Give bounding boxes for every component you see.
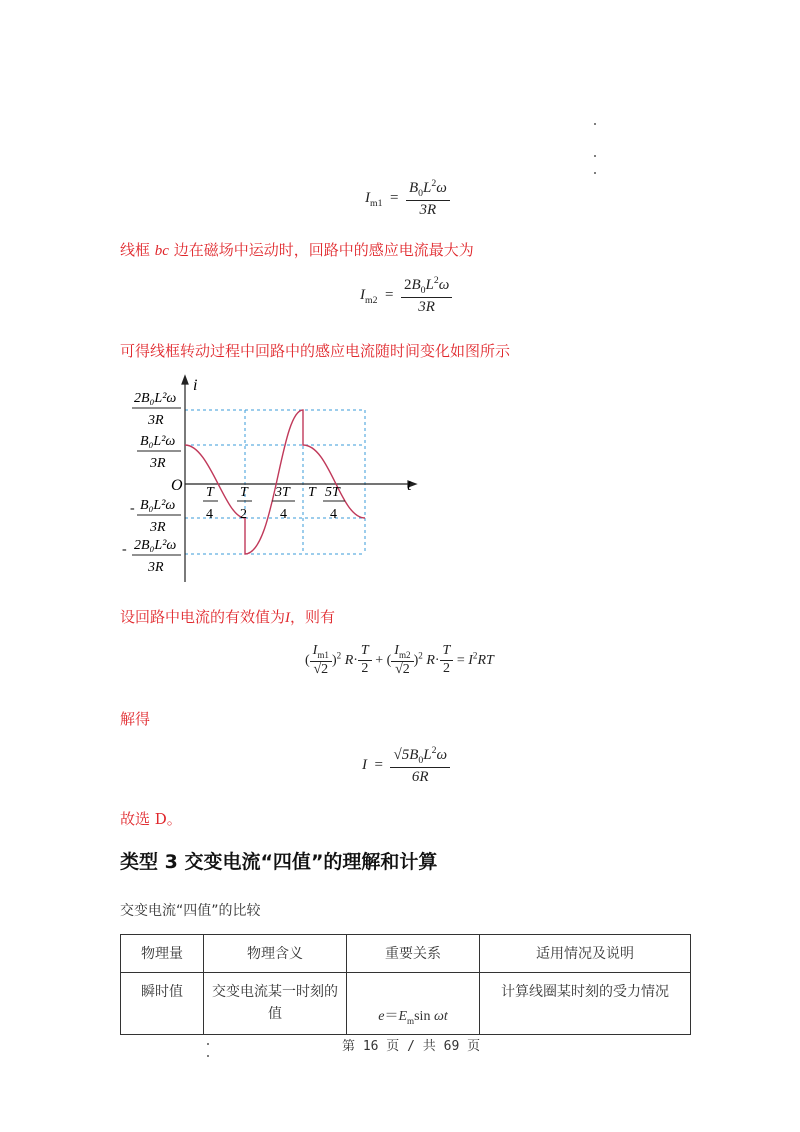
formula-im2: $I_{m2}$ = $\frac{2B_0L^2\omega}{3R}$ xyxy=(360,275,452,316)
y-tick-label: B₀L²ω xyxy=(140,498,176,513)
x-tick-label: 4 xyxy=(330,507,337,522)
x-tick-label: 4 xyxy=(206,507,213,522)
formula-im1: $I_{m1}$ = $\frac{B_0L^2\omega}{3R}$ xyxy=(365,178,450,219)
x-tick-label: 5T xyxy=(325,485,340,500)
stray-dot xyxy=(594,172,596,174)
x-tick-label: 4 xyxy=(280,507,287,522)
explanation-graph: 可得线框转动过程中回路中的感应电流随时间变化如图所示 xyxy=(120,342,511,360)
y-tick-label: 3R xyxy=(148,413,164,428)
effective-value-text: 设回路中电流的有效值为I，则有 xyxy=(120,608,336,626)
formula-effective-value: ( $\frac{I_{m1}}{√2}$ )$^2$ R· $\frac{T}{2}$ + ( $\frac{I_{m2}}{√2}$ )$^2$ R· $\frac{T}{2}$ = $I^2RT$ xyxy=(305,643,494,677)
table-cell: 交变电流某一时刻的值 xyxy=(204,973,347,1035)
y-tick-sign: - xyxy=(122,542,127,557)
y-tick-label: 2B₀L²ω xyxy=(134,538,177,553)
table-header-cell: 物理量 xyxy=(121,935,204,973)
y-tick-label: 3R xyxy=(150,456,166,471)
table-header-cell: 重要关系 xyxy=(347,935,480,973)
explanation-bc-edge: 线框 bc 边在磁场中运动时，回路中的感应电流最大为 xyxy=(120,241,474,259)
table-caption: 交变电流“四值”的比较 xyxy=(120,903,261,919)
stray-dot xyxy=(594,123,596,125)
grid-lines xyxy=(185,410,365,554)
page-footer: 第 16 页 / 共 69 页 xyxy=(342,1039,481,1054)
stray-dot xyxy=(207,1055,209,1057)
x-tick-label: 2 xyxy=(240,507,247,522)
x-tick-label: T xyxy=(308,485,316,500)
y-tick-sign: - xyxy=(130,501,135,516)
origin-label: O xyxy=(171,477,183,494)
table-header-cell: 适用情况及说明 xyxy=(480,935,691,973)
stray-dot xyxy=(207,1043,209,1045)
x-axis-label: t xyxy=(407,477,412,494)
x-tick-label: T xyxy=(206,485,214,500)
y-tick-label: 3R xyxy=(148,560,164,575)
table-header-row xyxy=(121,935,691,973)
stray-dot xyxy=(594,155,596,157)
current-time-graph xyxy=(115,372,425,587)
table-cell: 瞬时值 xyxy=(121,973,204,1035)
section-heading: 类型 3 交变电流“四值”的理解和计算 xyxy=(120,851,438,873)
table-cell-formula: $e=E_m\sin$ ωt xyxy=(347,973,480,1035)
table-cell: 计算线圈某时刻的受力情况 xyxy=(480,973,691,1035)
y-tick-label: 2B₀L²ω xyxy=(134,391,177,406)
answer-text: 故选 D。 xyxy=(120,810,182,828)
y-axis-label: i xyxy=(193,377,198,394)
table-row xyxy=(121,973,691,1035)
four-values-table xyxy=(120,934,691,1035)
y-tick-label: 3R xyxy=(150,520,166,535)
y-tick-label: B₀L²ω xyxy=(140,434,176,449)
formula-result: I = $\frac{√5B_0L^2\omega}{6R}$ xyxy=(362,745,450,786)
x-tick-label: T xyxy=(240,485,248,500)
table-header-cell: 物理含义 xyxy=(204,935,347,973)
current-curve xyxy=(185,410,365,554)
solve-label: 解得 xyxy=(120,710,151,728)
y-axis-arrow xyxy=(182,376,188,384)
x-tick-label: 3T xyxy=(275,485,290,500)
